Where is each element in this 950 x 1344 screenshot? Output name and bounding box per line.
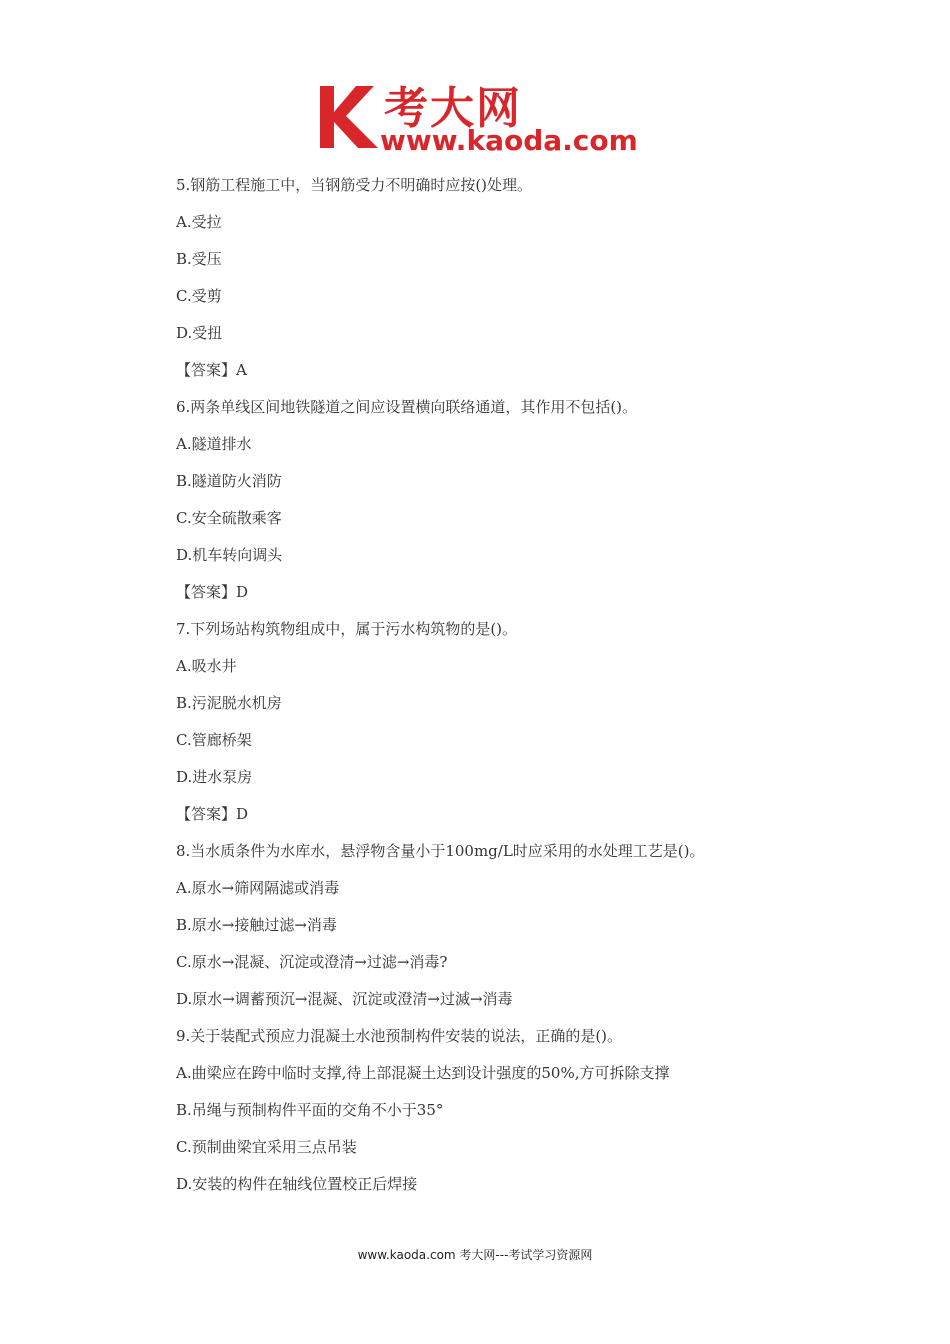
page-footer: www.kaoda.com 考大网---考试学习资源网 xyxy=(357,1248,593,1262)
option-8d: D.原水→调蓄预沉→混凝、沉淀或澄清→过滅→消毒 xyxy=(176,990,513,1008)
option-9a: A.曲梁应在跨中临时支撑,待上部混凝土达到设计强度的50%,方可拆除支撑 xyxy=(176,1064,670,1082)
option-5c: C.受剪 xyxy=(176,287,222,305)
option-8c: C.原水→混凝、沉淀或澄清→过滤→消毒? xyxy=(176,953,448,971)
question-9: 9.关于装配式预应力混凝土水池预制构件安装的说法，正确的是()。 xyxy=(176,1027,623,1045)
option-7c: C.管廊桥架 xyxy=(176,731,252,749)
logo-url-text: www.kaoda.com xyxy=(380,124,638,157)
question-content xyxy=(176,170,816,1206)
option-7b: B.污泥脱水机房 xyxy=(176,694,282,712)
option-6d: D.机车转向调头 xyxy=(176,546,283,564)
answer-7: 【答案】D xyxy=(176,805,249,823)
option-6c: C.安全硫散乘客 xyxy=(176,509,282,527)
question-7: 7.下列场站构筑物组成中，属于污水构筑物的是()。 xyxy=(176,620,518,638)
kaoda-logo xyxy=(318,76,638,160)
answer-5: 【答案】A xyxy=(176,361,247,379)
option-5d: D.受扭 xyxy=(176,324,223,342)
question-5: 5.钢筋工程施工中，当钢筋受力不明确时应按()处理。 xyxy=(176,176,533,194)
option-5a: A.受拉 xyxy=(176,213,222,231)
option-8a: A.原水→筛网隔滤或消毒 xyxy=(176,879,340,897)
option-9c: C.预制曲梁宜采用三点吊装 xyxy=(176,1138,357,1156)
k-logo-icon xyxy=(318,82,380,148)
logo-chinese-text: 考大网 xyxy=(384,83,522,134)
option-9b: B.吊绳与预制构件平面的交角不小于35° xyxy=(176,1101,444,1119)
option-9d: D.安装的构件在轴线位置校正后焊接 xyxy=(176,1175,418,1193)
option-5b: B.受压 xyxy=(176,250,222,268)
option-7d: D.进水泵房 xyxy=(176,768,253,786)
option-6a: A.隧道排水 xyxy=(176,435,252,453)
answer-6: 【答案】D xyxy=(176,583,249,601)
option-7a: A.吸水井 xyxy=(176,657,237,675)
question-6: 6.两条单线区间地铁隧道之间应设置横向联络通道，其作用不包括()。 xyxy=(176,398,638,416)
option-8b: B.原水→接触过滤→消毒 xyxy=(176,916,337,934)
question-8: 8.当水质条件为水库水，悬浮物含量小于100mg/L时应采用的水处理工艺是()。 xyxy=(176,842,705,860)
option-6b: B.隧道防火消防 xyxy=(176,472,282,490)
